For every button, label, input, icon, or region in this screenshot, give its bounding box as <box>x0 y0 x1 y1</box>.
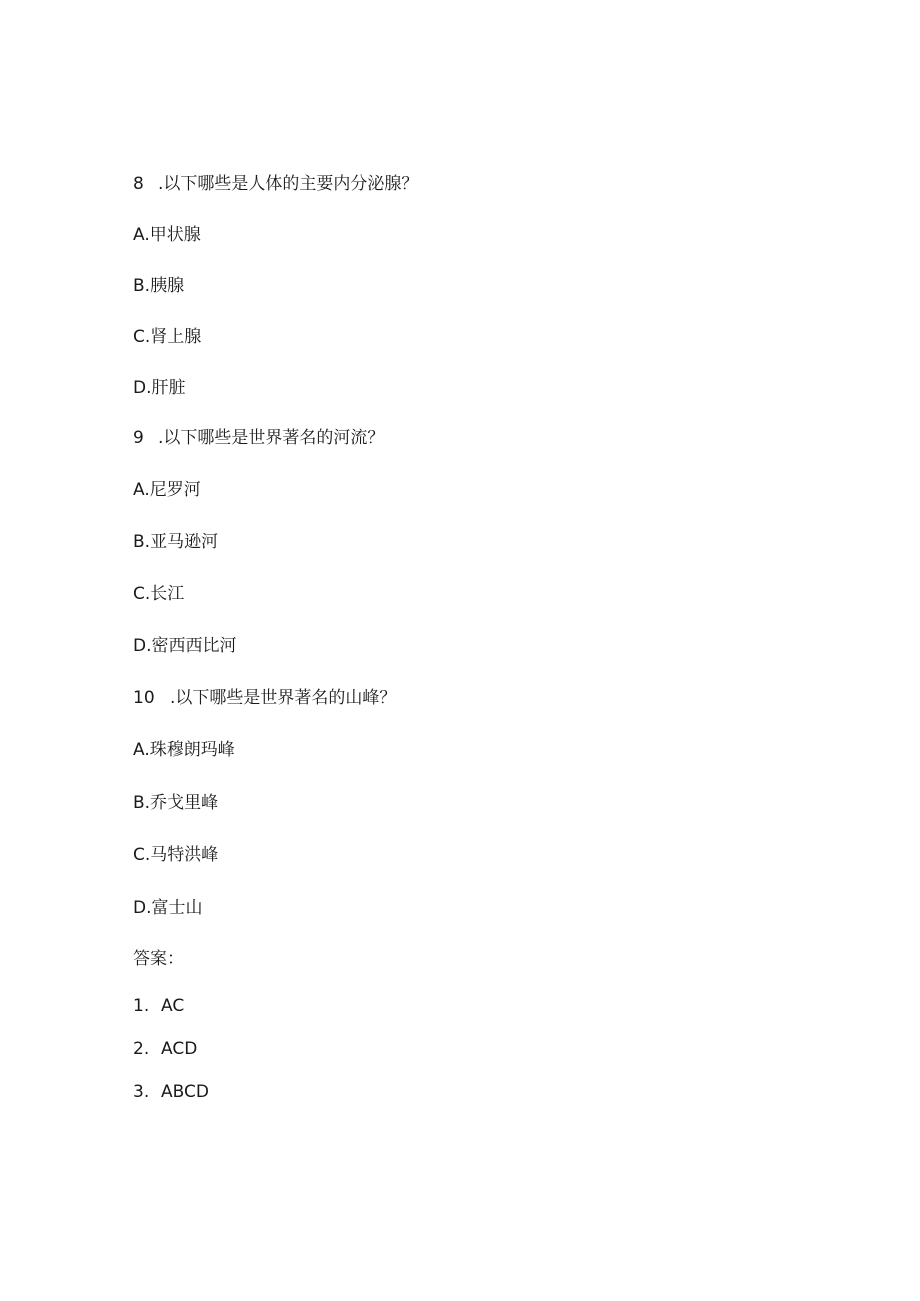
question-number: 10 <box>133 688 155 708</box>
answer-number: 2. <box>133 1039 150 1059</box>
option-b: B.亚马逊河 <box>133 532 219 552</box>
option-a: A.尼罗河 <box>133 480 201 500</box>
answer-value: ACD <box>161 1039 198 1059</box>
option-d: D.肝脏 <box>133 378 186 398</box>
question-8 <box>133 173 418 195</box>
option-a: A.珠穆朗玛峰 <box>133 740 235 760</box>
answer-number: 3. <box>133 1082 150 1102</box>
question-10 <box>133 687 396 709</box>
option-a: A.甲状腺 <box>133 225 201 245</box>
option-c: C.马特洪峰 <box>133 845 219 865</box>
option-c: C.长江 <box>133 584 185 604</box>
question-text: .以下哪些是人体的主要内分泌腺？ <box>158 174 419 194</box>
question-text: .以下哪些是世界著名的山峰？ <box>170 688 397 708</box>
question-number: 8 <box>133 174 144 194</box>
answer-item <box>133 1081 209 1103</box>
question-9 <box>133 427 384 449</box>
option-b: B.胰腺 <box>133 276 185 296</box>
answer-number: 1. <box>133 996 150 1016</box>
answers-heading: 答案： <box>133 949 184 969</box>
option-b: B.乔戈里峰 <box>133 793 219 813</box>
answer-item <box>133 1038 197 1060</box>
option-d: D.富士山 <box>133 898 203 918</box>
question-number: 9 <box>133 428 144 448</box>
option-d: D.密西西比河 <box>133 636 237 656</box>
answer-item <box>133 995 184 1017</box>
answer-value: AC <box>161 996 185 1016</box>
option-c: C.肾上腺 <box>133 327 202 347</box>
question-text: .以下哪些是世界著名的河流？ <box>158 428 385 448</box>
answer-value: ABCD <box>161 1082 209 1102</box>
